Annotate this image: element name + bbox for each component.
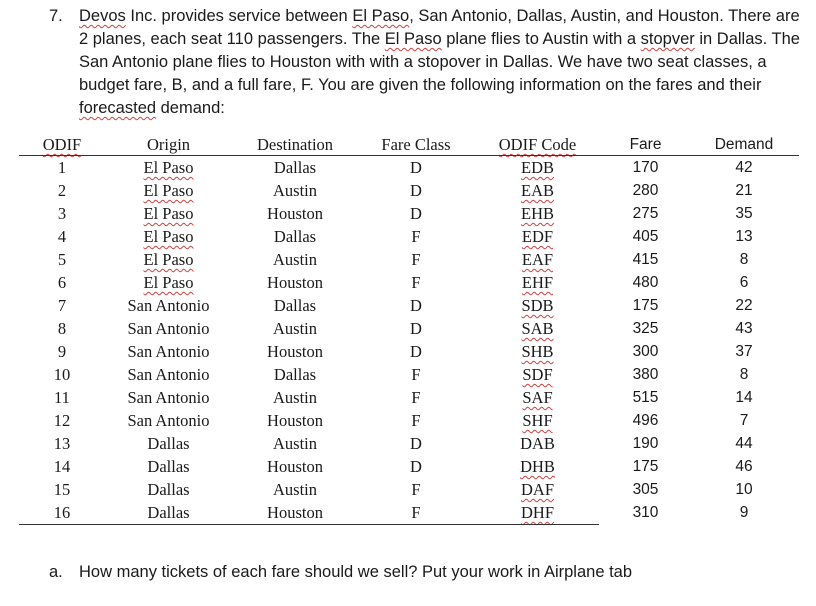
table-row: [19, 225, 799, 248]
fare-class-cell: D: [410, 342, 422, 361]
table-row: [19, 179, 799, 202]
demand-cell: 10: [735, 481, 753, 498]
destination-cell: Austin: [272, 388, 317, 407]
demand-cell: 7: [739, 412, 749, 429]
origin-cell: San Antonio: [127, 365, 210, 384]
odif-cell: 5: [57, 250, 67, 269]
odif-cell: 4: [57, 227, 67, 246]
table-row: [19, 271, 799, 294]
destination-cell: Austin: [272, 480, 317, 499]
odif-code-cell: DHB: [520, 457, 555, 476]
odif-code-cell: EAB: [521, 181, 554, 200]
fare-class-cell: F: [411, 227, 421, 246]
origin-cell: Dallas: [147, 480, 190, 499]
odif-code-cell: SHF: [522, 411, 553, 430]
fare-cell: 325: [632, 320, 659, 337]
demand-cell: 21: [735, 182, 753, 199]
odif-code-cell: SDF: [522, 365, 553, 384]
problem-line-4: budget fare, B, and a full fare, F. You are given the following information on the fares and their: [79, 76, 762, 94]
demand-cell: 35: [735, 205, 753, 222]
origin-cell: El Paso: [143, 250, 194, 269]
table-row: [19, 317, 799, 340]
fare-class-cell: F: [411, 480, 421, 499]
origin-cell: El Paso: [143, 204, 194, 223]
demand-cell: 13: [735, 228, 753, 245]
fare-cell: 310: [632, 504, 659, 521]
odif-cell: 6: [57, 273, 67, 292]
demand-cell: 8: [739, 366, 749, 383]
fare-cell: 175: [632, 297, 659, 314]
question-label: a.: [49, 563, 63, 581]
fare-class-cell: D: [410, 296, 422, 315]
fare-cell: 275: [632, 205, 659, 222]
fare-cell: 515: [632, 389, 659, 406]
odif-code-cell: DHF: [520, 503, 554, 522]
fare-class-cell: D: [410, 158, 422, 177]
fare-class-cell: F: [411, 503, 421, 522]
table-row: [19, 455, 799, 478]
problem-line-5: forecasted demand:: [79, 99, 225, 117]
problem-number: 7.: [49, 7, 63, 25]
odif-cell: 1: [57, 158, 67, 177]
header-fare: Fare: [629, 136, 662, 153]
problem-line-2: 2 planes, each seat 110 passengers. The El Paso plane flies to Austin with a stopver in Dallas. The: [79, 30, 800, 48]
fare-class-cell: F: [411, 273, 421, 292]
table-bottom-border: [19, 524, 599, 525]
odif-cell: 7: [57, 296, 67, 315]
odif-code-cell: SDB: [521, 296, 554, 315]
destination-cell: Austin: [272, 319, 317, 338]
odif-cell: 12: [53, 411, 71, 430]
problem-text: [79, 5, 809, 120]
problem-line-1: Devos Inc. provides service between El Paso, San Antonio, Dallas, Austin, and Houston. There are: [79, 7, 800, 25]
header-demand: Demand: [714, 136, 774, 153]
fare-cell: 170: [632, 159, 659, 176]
fare-class-cell: F: [411, 388, 421, 407]
table-header-row: [19, 133, 799, 156]
fare-class-cell: F: [411, 411, 421, 430]
fare-class-cell: D: [410, 434, 422, 453]
fare-cell: 405: [632, 228, 659, 245]
demand-cell: 42: [735, 159, 753, 176]
table-row: [19, 409, 799, 432]
origin-cell: San Antonio: [127, 296, 210, 315]
fare-cell: 480: [632, 274, 659, 291]
table-row: [19, 294, 799, 317]
table-row: [19, 202, 799, 225]
fare-cell: 190: [632, 435, 659, 452]
demand-cell: 14: [735, 389, 753, 406]
header-origin: Origin: [146, 135, 191, 154]
odif-code-cell: EHB: [521, 204, 554, 223]
odif-cell: 2: [57, 181, 67, 200]
fare-cell: 496: [632, 412, 659, 429]
fare-cell: 175: [632, 458, 659, 475]
destination-cell: Houston: [267, 457, 323, 476]
fare-class-cell: F: [411, 365, 421, 384]
header-destination: Destination: [256, 135, 334, 154]
odif-code-cell: SHB: [521, 342, 554, 361]
odif-code-cell: DAB: [520, 434, 555, 453]
destination-cell: Houston: [267, 411, 323, 430]
demand-cell: 9: [739, 504, 749, 521]
origin-cell: San Antonio: [127, 388, 210, 407]
fare-cell: 415: [632, 251, 659, 268]
fare-cell: 380: [632, 366, 659, 383]
fare-class-cell: D: [410, 181, 422, 200]
origin-cell: San Antonio: [127, 342, 210, 361]
origin-cell: El Paso: [143, 273, 194, 292]
origin-cell: Dallas: [147, 457, 190, 476]
table-row: [19, 156, 799, 179]
table-row: [19, 501, 799, 524]
fare-class-cell: D: [410, 319, 422, 338]
table-row: [19, 340, 799, 363]
table-row: [19, 386, 799, 409]
destination-cell: Austin: [272, 250, 317, 269]
odif-code-cell: EAF: [521, 250, 554, 269]
destination-cell: Dallas: [273, 365, 317, 384]
fare-class-cell: D: [410, 204, 422, 223]
odif-cell: 9: [57, 342, 67, 361]
demand-cell: 46: [735, 458, 753, 475]
fare-class-cell: D: [410, 457, 422, 476]
origin-cell: Dallas: [147, 434, 190, 453]
odif-code-cell: EDB: [521, 158, 554, 177]
odif-cell: 11: [54, 388, 70, 407]
origin-cell: El Paso: [143, 181, 194, 200]
odif-code-cell: SAF: [522, 388, 553, 407]
odif-cell: 16: [53, 503, 71, 522]
odif-code-cell: SAB: [521, 319, 554, 338]
destination-cell: Houston: [267, 503, 323, 522]
table-row: [19, 478, 799, 501]
odif-cell: 14: [53, 457, 71, 476]
destination-cell: Houston: [267, 204, 323, 223]
header-odif: ODIF: [42, 135, 82, 154]
table-row: [19, 248, 799, 271]
destination-cell: Houston: [267, 342, 323, 361]
odif-cell: 13: [53, 434, 71, 453]
origin-cell: San Antonio: [127, 319, 210, 338]
destination-cell: Dallas: [273, 296, 317, 315]
table-row: [19, 363, 799, 386]
odif-code-cell: DAF: [520, 480, 554, 499]
destination-cell: Dallas: [273, 158, 317, 177]
odif-cell: 3: [57, 204, 67, 223]
odif-cell: 10: [53, 365, 71, 384]
demand-cell: 6: [739, 274, 749, 291]
destination-cell: Dallas: [273, 227, 317, 246]
fare-class-cell: F: [411, 250, 421, 269]
demand-cell: 8: [739, 251, 749, 268]
destination-cell: Houston: [267, 273, 323, 292]
origin-cell: El Paso: [143, 227, 194, 246]
demand-cell: 22: [735, 297, 753, 314]
fare-cell: 305: [632, 481, 659, 498]
odif-code-cell: EDF: [521, 227, 554, 246]
destination-cell: Austin: [272, 181, 317, 200]
header-odif-code: ODIF Code: [498, 135, 577, 154]
destination-cell: Austin: [272, 434, 317, 453]
problem-line-3: San Antonio plane flies to Houston with with a stopover in Dallas. We have two seat classes, a: [79, 53, 767, 71]
demand-cell: 44: [735, 435, 753, 452]
origin-cell: El Paso: [143, 158, 194, 177]
table-row: [19, 432, 799, 455]
fare-cell: 280: [632, 182, 659, 199]
odif-cell: 8: [57, 319, 67, 338]
demand-cell: 43: [735, 320, 753, 337]
question-text: How many tickets of each fare should we sell? Put your work in Airplane tab: [79, 563, 633, 581]
header-fare-class: Fare Class: [381, 135, 451, 154]
odif-code-cell: EHF: [521, 273, 554, 292]
odif-cell: 15: [53, 480, 71, 499]
origin-cell: San Antonio: [127, 411, 210, 430]
demand-cell: 37: [735, 343, 753, 360]
origin-cell: Dallas: [147, 503, 190, 522]
fare-cell: 300: [632, 343, 659, 360]
